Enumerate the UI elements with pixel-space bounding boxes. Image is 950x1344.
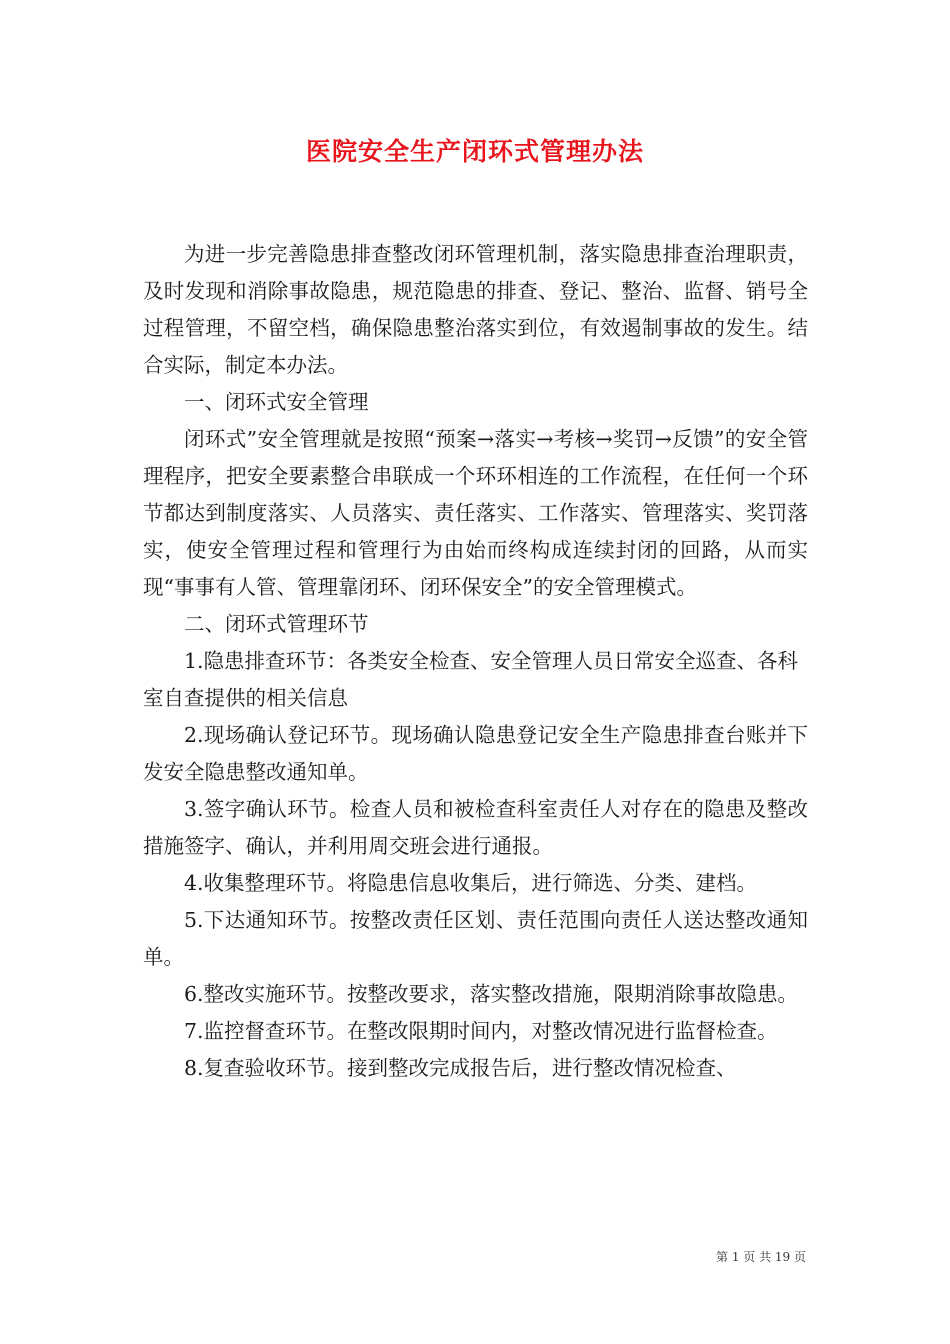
section-heading-2: 二、闭环式管理环节 (184, 612, 369, 636)
list-item-4: 4.收集整理环节。将隐患信息收集后，进行筛选、分类、建档。 (184, 871, 758, 895)
list-item-3: 3.签字确认环节。检查人员和被检查科室责任人对存在的隐患及整改措施签字、确认，并利用周交班会进行通报。 (143, 797, 808, 858)
page-number: 第 1 页 共 19 页 (716, 1250, 806, 1264)
list-item-7: 7.监控督查环节。在整改限期时间内，对整改情况进行监督检查。 (184, 1019, 778, 1043)
list-item-2: 2.现场确认登记环节。现场确认隐患登记安全生产隐患排查台账并下发安全隐患整改通知单。 (143, 723, 808, 784)
list-item-6: 6.整改实施环节。按整改要求，落实整改措施，限期消除事故隐患。 (184, 982, 799, 1006)
intro-paragraph: 为进一步完善隐患排查整改闭环管理机制，落实隐患排查治理职责，及时发现和消除事故隐患，规范隐患的排查、登记、整治、监督、销号全过程管理，不留空档，确保隐患整治落实到位，有效遏制事故的发生。结合实际，制定本办法。 (143, 242, 808, 377)
list-item-8: 8.复查验收环节。接到整改完成报告后，进行整改情况检查、 (184, 1056, 737, 1080)
document-title: 医院安全生产闭环式管理办法 (305, 137, 644, 166)
list-item-5: 5.下达通知环节。按整改责任区划、责任范围向责任人送达整改通知单。 (143, 908, 808, 969)
section-1-paragraph: 闭环式”安全管理就是按照“预案→落实→考核→奖罚→反馈”的安全管理程序，把安全要素整合串联成一个环环相连的工作流程，在任何一个环节都达到制度落实、人员落实、责任落实、工作落实、管理落实、奖罚落实，使安全管理过程和管理行为由始而终构成连续封闭的回路，从而实现“事事有人管、管理靠闭环、闭环保安全”的安全管理模式。 (143, 427, 808, 599)
section-heading-1: 一、闭环式安全管理 (184, 390, 369, 414)
document-body (143, 236, 808, 1087)
list-item-1: 1.隐患排查环节：各类安全检查、安全管理人员日常安全巡查、各科室自查提供的相关信息 (143, 649, 799, 710)
